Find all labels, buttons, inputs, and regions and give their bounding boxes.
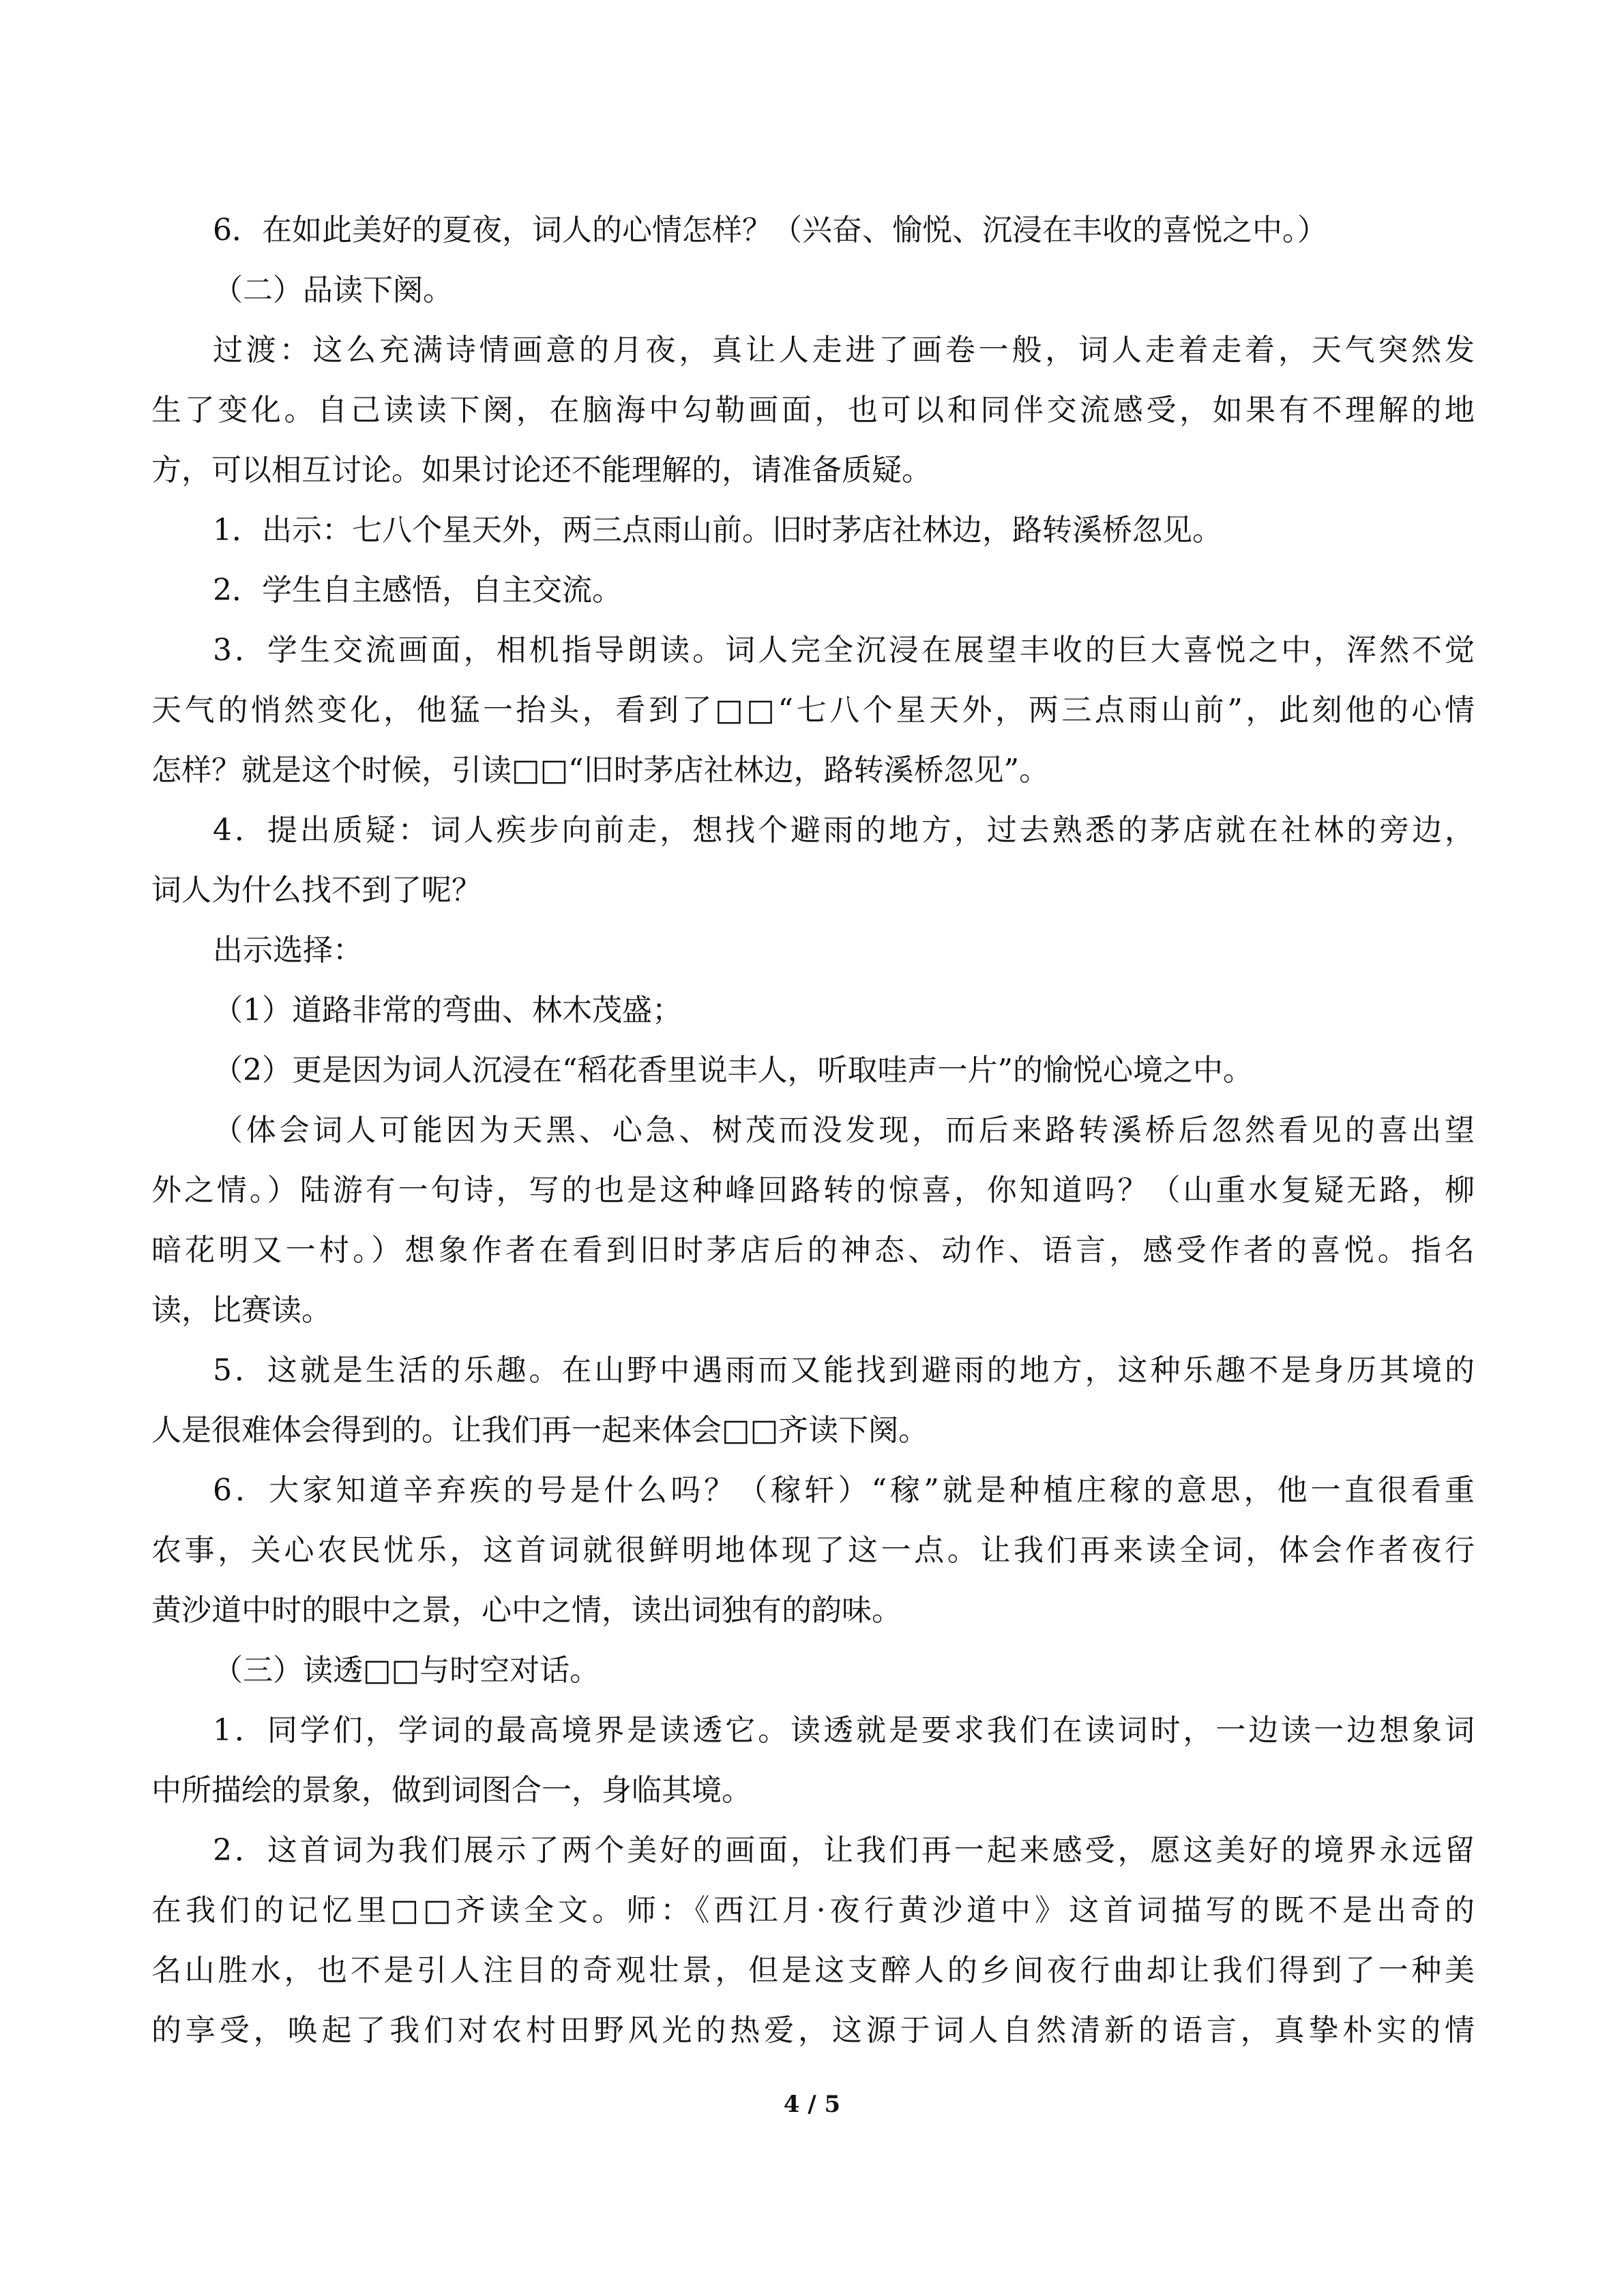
text-line: 2．这首词为我们展示了两个美好的画面，让我们再一起来感受，愿这美好的境界永远留 bbox=[213, 1833, 1475, 1868]
text-line: 6．在如此美好的夏夜，词人的心情怎样？（兴奋、愉悦、沉浸在丰收的喜悦之中。） bbox=[213, 213, 1327, 248]
section-heading: （三）读透□□与时空对话。 bbox=[213, 1653, 600, 1688]
text-line: 农事，关心农民忧乐，这首词就很鲜明地体现了这一点。让我们再来读全词，体会作者夜行 bbox=[151, 1533, 1475, 1568]
text-line: 中所描绘的景象，做到词图合一，身临其境。 bbox=[151, 1773, 752, 1808]
text-line: 过渡：这么充满诗情画意的月夜，真让人走进了画卷一般，词人走着走着，天气突然发 bbox=[213, 333, 1475, 368]
text-line: 2．学生自主感悟，自主交流。 bbox=[213, 573, 622, 608]
text-line: 暗花明又一村。）想象作者在看到旧时茅店后的神态、动作、语言，感受作者的喜悦。指名 bbox=[151, 1233, 1475, 1268]
text-line: 人是很难体会得到的。让我们再一起来体会□□齐读下阕。 bbox=[151, 1413, 929, 1448]
text-line: 词人为什么找不到了呢？ bbox=[151, 873, 482, 908]
text-line: 1．出示：七八个星天外，两三点雨山前。旧时茅店社林边，路转溪桥忽见。 bbox=[213, 513, 1222, 548]
text-line: 6．大家知道辛弃疾的号是什么吗？（稼轩）“稼”就是种植庄稼的意思，他一直很看重 bbox=[213, 1473, 1475, 1508]
text-line: 外之情。）陆游有一句诗，写的也是这种峰回路转的惊喜，你知道吗？（山重水复疑无路，柳 bbox=[151, 1173, 1475, 1208]
text-line: （2）更是因为词人沉浸在“稻花香里说丰人，听取哇声一片”的愉悦心境之中。 bbox=[213, 1053, 1253, 1088]
text-line: 黄沙道中时的眼中之景，心中之情，读出词独有的韵味。 bbox=[151, 1593, 902, 1628]
text-line: 5．这就是生活的乐趣。在山野中遇雨而又能找到避雨的地方，这种乐趣不是身历其境的 bbox=[213, 1353, 1475, 1388]
text-line: 名山胜水，也不是引人注目的奇观壮景，但是这支醉人的乡间夜行曲却让我们得到了一种美 bbox=[151, 1953, 1475, 1988]
text-line: （体会词人可能因为天黑、心急、树茂而没发现，而后来路转溪桥后忽然看见的喜出望 bbox=[213, 1113, 1475, 1148]
text-line: （1）道路非常的弯曲、林木茂盛； bbox=[213, 993, 682, 1028]
text-line: 怎样？就是这个时候，引读□□“旧时茅店社林边，路转溪桥忽见”。 bbox=[151, 753, 1050, 788]
section-heading: （二）品读下阕。 bbox=[213, 273, 453, 308]
text-line: 3．学生交流画面，相机指导朗读。词人完全沉浸在展望丰收的巨大喜悦之中，浑然不觉 bbox=[213, 633, 1475, 668]
text-line: 1．同学们，学词的最高境界是读透它。读透就是要求我们在读词时，一边读一边想象词 bbox=[213, 1713, 1475, 1748]
text-line: 4．提出质疑：词人疾步向前走，想找个避雨的地方，过去熟悉的茅店就在社林的旁边， bbox=[213, 813, 1475, 848]
text-line: 的享受，唤起了我们对农村田野风光的热爱，这源于词人自然清新的语言，真挚朴实的情 bbox=[151, 2013, 1475, 2048]
text-line: 出示选择： bbox=[213, 933, 363, 968]
text-line: 读，比赛读。 bbox=[151, 1293, 331, 1328]
text-line: 方，可以相互讨论。如果讨论还不能理解的，请准备质疑。 bbox=[151, 453, 932, 488]
text-line: 生了变化。自己读读下阕，在脑海中勾勒画面，也可以和同伴交流感受，如果有不理解的地 bbox=[151, 393, 1475, 428]
text-line: 天气的悄然变化，他猛一抬头，看到了□□“七八个星天外，两三点雨山前”，此刻他的心情 bbox=[151, 693, 1475, 728]
text-line: 在我们的记忆里□□齐读全文。师：《西江月·夜行黄沙道中》这首词描写的既不是出奇的 bbox=[151, 1893, 1475, 1928]
page-number: 4 / 5 bbox=[783, 2091, 841, 2118]
